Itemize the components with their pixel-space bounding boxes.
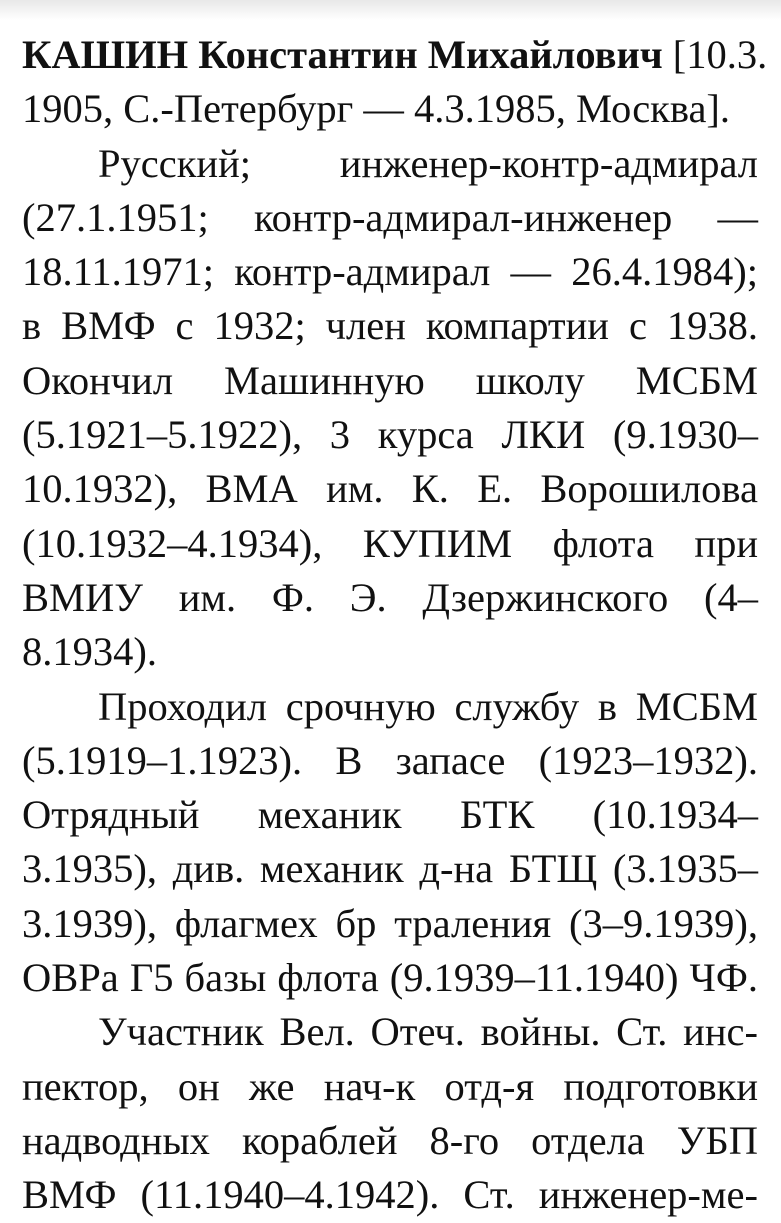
biography-line: ВМИУ им. Ф. Э. Дзержинского (4– [22,574,758,620]
biography-line: 18.11.1971; контр-адмирал — 26.4.1984); [22,249,758,295]
entry-given-names: Константин Михайлович [198,32,663,77]
entry-dates-start: [10.3. [672,32,768,77]
service-line: 3.1939), флагмех бр траления (3–9.1939), [22,900,758,946]
encyclopedia-entry [22,28,768,1223]
biography-line: в ВМФ с 1932; член компартии с 1938. [22,303,758,349]
scan-top-edge [0,0,781,20]
entry-surname: КАШИН [22,32,189,77]
war-service-line: надводных кораблей 8-го отдела УБП [22,1117,758,1163]
entry-header-line [22,28,768,82]
service-line: Проходил срочную службу в МСБМ [98,683,758,729]
service-line: Отрядный механик БТК (10.1934– [22,792,758,838]
biography-line: 10.1932), ВМА им. К. Е. Ворошилова [22,466,758,512]
biography-line: (27.1.1951; контр-адмирал-инженер — [22,194,758,240]
biography-line: (10.1932–4.1934), КУПИМ флота при [22,520,758,566]
biography-line: (5.1921–5.1922), 3 курса ЛКИ (9.1930– [22,412,758,458]
biography-line: 8.1934). [22,629,157,675]
biography-line: Окончил Машинную школу МСБМ [22,357,758,403]
service-line: ОВРа Г5 базы флота (9.1939–11.1940) ЧФ. [22,955,758,1001]
entry-dates-line: 1905, С.-Петербург — 4.3.1985, Москва]. [22,86,731,132]
war-service-line: Участник Вел. Отеч. войны. Ст. инс- [98,1009,758,1055]
war-service-line: ВМФ (11.1940–4.1942). Ст. инженер-ме- [22,1172,758,1218]
service-line: (5.1919–1.1923). В запасе (1923–1932). [22,737,758,783]
biography-line: Русский; инженер-контр-адмирал [98,140,758,186]
war-service-line: пектор, он же нач-к отд-я подготовки [22,1063,758,1109]
service-line: 3.1935), див. механик д-на БТЩ (3.1935– [22,846,758,892]
